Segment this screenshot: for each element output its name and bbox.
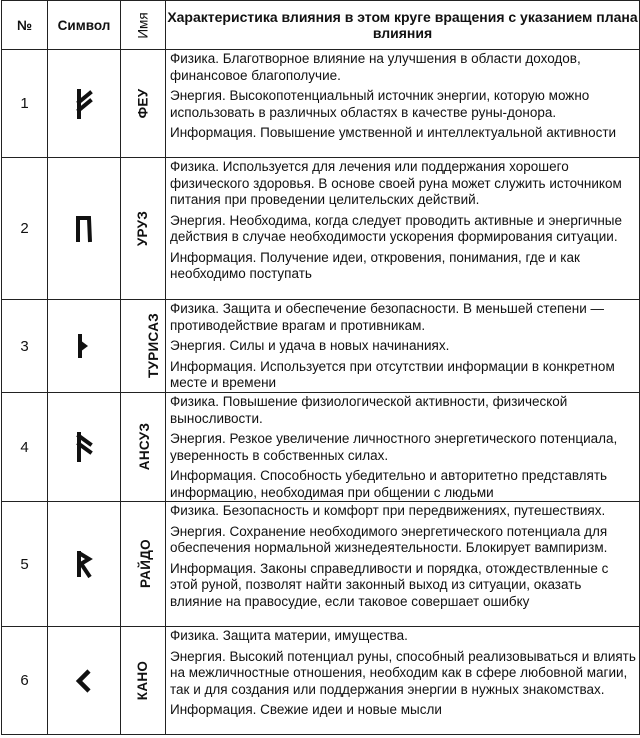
desc-physics: Физика. Защита материи, имущества.	[170, 628, 408, 643]
row-name: РАЙДО	[137, 539, 153, 588]
uruz-rune-icon	[74, 214, 94, 244]
row-desc	[166, 158, 640, 300]
row-symbol	[48, 502, 121, 627]
row-name-cell	[121, 158, 166, 300]
ansuz-rune-icon	[74, 432, 94, 462]
desc-info: Информация. Получение идеи, откровения, понимания, где и как необходимо поступать	[170, 249, 580, 281]
desc-info: Информация. Способность убедительно и авторитетно представлять информацию, необходимая при общении с людьми	[170, 468, 608, 500]
row-num: 2	[2, 158, 48, 300]
raido-rune-icon	[74, 549, 94, 579]
row-desc	[166, 502, 640, 627]
table-row	[2, 393, 640, 502]
desc-energy: Энергия. Высокопотенциальный источник энергии, которую можно использовать в различных областях в качестве руны-донора.	[170, 88, 590, 120]
header-symbol: Символ	[48, 1, 121, 50]
row-desc	[166, 50, 640, 158]
desc-physics: Физика. Повышение физиологической активности, физической выносливости.	[170, 394, 568, 426]
header-name: Имя	[135, 11, 151, 39]
row-name-cell	[121, 627, 166, 735]
row-num: 5	[2, 502, 48, 627]
row-name-cell	[121, 50, 166, 158]
table-row	[2, 627, 640, 735]
header-desc: Характеристика влияния в этом круге вращения с указанием плана влияния	[166, 1, 640, 50]
desc-energy: Энергия. Резкое увеличение личностного энергетического потенциала, уверенность в собственных силах.	[170, 431, 618, 463]
row-name-cell	[121, 502, 166, 627]
desc-physics: Физика. Безопасность и комфорт при передвижениях, путешествиях.	[170, 503, 606, 518]
row-desc	[166, 300, 640, 393]
desc-info: Информация. Законы справедливости и порядка, отождествленные с этой руной, позволят найти законный выход из ситуации, оказать влияние на правосудие, если таковое совершает ошибку	[170, 560, 609, 609]
row-symbol	[48, 158, 121, 300]
desc-energy: Энергия. Силы и удача в новых начинаниях.	[170, 338, 450, 353]
table-header-row	[2, 1, 640, 50]
row-num: 4	[2, 393, 48, 502]
row-num: 6	[2, 627, 48, 735]
desc-energy: Энергия. Высокий потенциал руны, способный реализовываться и влиять на межличностные отношения, необходим как в сфере любовной магии, так и для создания или поддержания энергии в нужных знакомствах.	[170, 648, 636, 697]
row-name-cell	[121, 300, 166, 393]
row-name-cell	[121, 393, 166, 502]
row-symbol	[48, 627, 121, 735]
row-name: ТУРИСАЗ	[146, 312, 162, 379]
row-name: КАНО	[135, 660, 151, 700]
desc-info: Информация. Свежие идеи и новые мысли	[170, 702, 442, 717]
table-row	[2, 502, 640, 627]
desc-physics: Физика. Используется для лечения или поддержания хорошего физического здоровья. В основе своей руна может служить источником питания при проведении целительских действий.	[170, 159, 622, 207]
desc-physics: Физика. Защита и обеспечение безопасности. В меньшей степени — противодействие врагам и противникам.	[170, 301, 605, 333]
row-num: 3	[2, 300, 48, 393]
table-row	[2, 158, 640, 300]
table-row	[2, 300, 640, 393]
thurisaz-rune-icon	[74, 331, 94, 361]
kano-rune-icon	[74, 666, 94, 696]
row-num: 1	[2, 50, 48, 158]
row-symbol	[48, 300, 121, 393]
rune-table	[1, 0, 640, 735]
desc-info: Информация. Используется при отсутствии информации в конкретном месте и времени	[170, 358, 615, 390]
row-name: УРУЗ	[135, 210, 151, 246]
row-symbol	[48, 50, 121, 158]
desc-physics: Физика. Благотворное влияние на улучшения в области доходов, финансовое благополучие.	[170, 51, 581, 83]
fehu-rune-icon	[74, 89, 94, 119]
row-name: АНСУЗ	[137, 422, 153, 471]
row-desc	[166, 393, 640, 502]
header-num: №	[2, 1, 48, 50]
row-desc	[166, 627, 640, 735]
row-symbol	[48, 393, 121, 502]
row-name: ФЕУ	[135, 88, 151, 118]
header-name-cell	[121, 1, 166, 50]
desc-energy: Энергия. Необходима, когда следует проводить активные и энергичные действия в случае необходимости ускорения формирования ситуации.	[170, 212, 622, 244]
desc-info: Информация. Повышение умственной и интеллектуальной активности	[170, 125, 617, 140]
table-row	[2, 50, 640, 158]
desc-energy: Энергия. Сохранение необходимого энергетического потенциала для обеспечения нормальной жизнедеятельности. Блокирует вампиризм.	[170, 523, 608, 555]
